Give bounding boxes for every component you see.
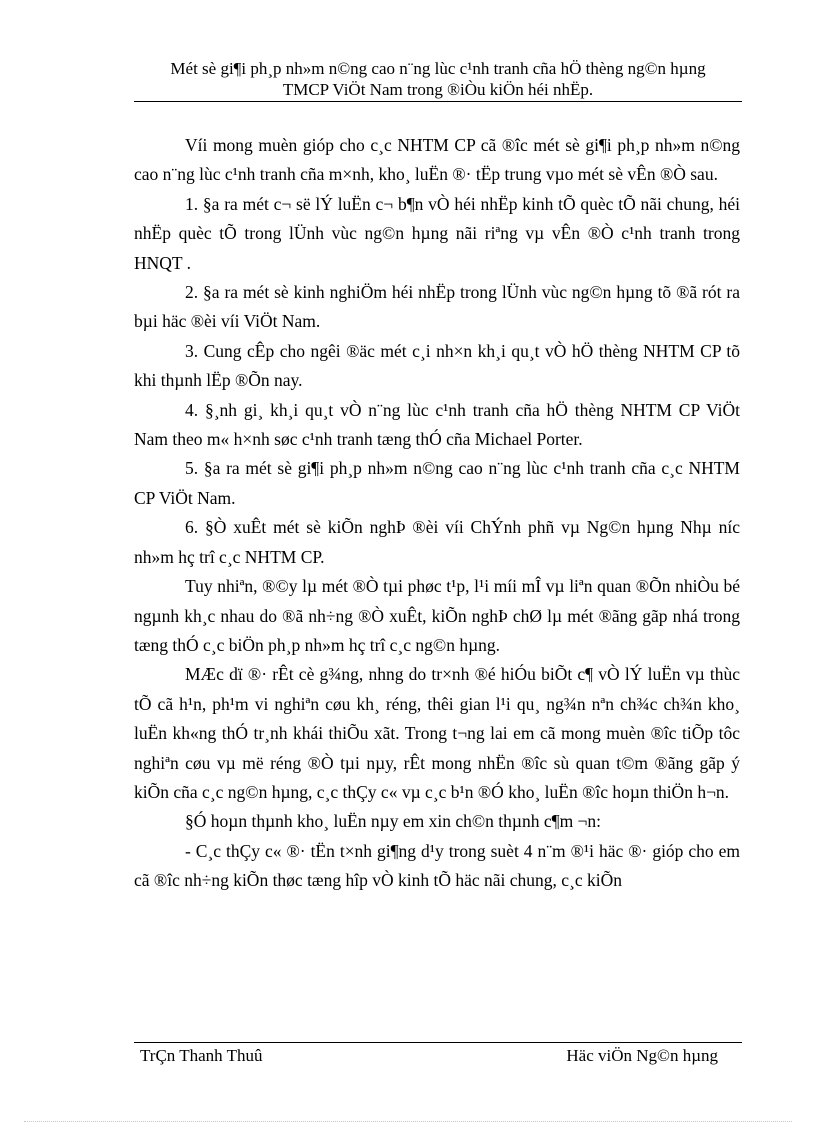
paragraph-item-5: 5. §a ra mét sè gi¶i ph¸p nh»m n©ng cao n¨ng lùc c¹nh tranh cña c¸c NHTM CP ViÖt Nam. <box>134 458 740 508</box>
footer-institution: Häc viÖn Ng©n hµng <box>566 1046 718 1065</box>
paragraph-item-6: 6. §Ò xuÊt mét sè kiÕn nghÞ ®èi víi ChÝnh phñ vµ Ng©n hµng Nhµ níc nh»m hç trî c¸c NHTM CP. <box>134 517 740 567</box>
paragraph-thanks-item: - C¸c thÇy c« ®· tËn t×nh gi¶ng d¹y trong suèt 4 n¨m ®¹i häc ®· gióp cho em cã ®îc nh÷ng kiÕn thøc tæng hîp vÒ kinh tÕ häc nãi chung, c¸c kiÕn <box>134 840 740 891</box>
header-divider <box>134 101 742 102</box>
document-body <box>134 131 740 896</box>
page-bottom-edge <box>24 1121 792 1122</box>
paragraph-thanks-intro: §Ó hoµn thµnh kho¸ luËn nµy em xin ch©n thµnh c¶m ¬n: <box>185 811 602 832</box>
paragraph-limitations: Tuy nhiªn, ®©y lµ mét ®Ò tµi phøc t¹p, l¹i míi mÎ vµ liªn quan ®Õn nhiÒu bé ngµnh kh¸c nhau do ®ã nh÷ng ®Ò xuÊt, kiÕn nghÞ chØ lµ mét ®ãng gãp nhá trong tæng thÓ c¸c biÖn ph¸p nh»m hç trî c¸c ng©n hµng. <box>134 576 740 655</box>
paragraph-item-4: 4. §¸nh gi¸ kh¸i qu¸t vÒ n¨ng lùc c¹nh tranh cña hÖ thèng NHTM CP ViÖt Nam theo m« h×nh søc c¹nh tranh tæng thÓ cña Michael Porter. <box>134 399 740 450</box>
running-header <box>134 58 742 100</box>
paragraph-apology: MÆc dï ®· rÊt cè g¾ng, nhng do tr×nh ®é hiÓu biÕt c¶ vÒ lÝ luËn vµ thùc tÕ cã h¹n, ph¹m vi nghiªn cøu kh¸ réng, thêi gian l¹i qu¸ ng¾n nªn ch¾c ch¾n kho¸ luËn kh«ng thÓ tr¸nh khái thiÕu xãt. Trong t¬ng lai em cã mong muèn ®îc tiÕp tôc nghiªn cøu vµ më réng ®Ò tµi nµy, rÊt mong nhËn ®îc sù quan t©m ®ãng gãp ý kiÕn cña c¸c ng©n hµng, c¸c thÇy c« vµ c¸c b¹n ®Ó kho¸ luËn ®îc hoµn thiÖn h¬n. <box>134 664 740 802</box>
footer-divider <box>134 1042 742 1043</box>
header-title-line-2: TMCP ViÖt Nam trong ®iÒu kiÖn héi nhËp. <box>282 80 594 99</box>
footer-author: TrÇn Thanh Thuû <box>140 1046 263 1065</box>
paragraph-intro: Víi mong muèn gióp cho c¸c NHTM CP cã ®îc mét sè gi¶i ph¸p nh»m n©ng cao n¨ng lùc c¹nh tranh cña m×nh, kho¸ luËn ®· tËp trung vµo mét sè vÊn ®Ò sau. <box>134 135 740 185</box>
paragraph-item-1: 1. §a ra mét c¬ së lÝ luËn c¬ b¶n vÒ héi nhËp kinh tÕ quèc tÕ nãi chung, héi nhËp quèc tÕ trong lÜnh vùc ng©n hµng nãi riªng vµ vÊn ®Ò c¹nh tranh trong HNQT . <box>134 193 740 273</box>
paragraph-item-3: 3. Cung cÊp cho ngêi ®äc mét c¸i nh×n kh¸i qu¸t vÒ hÖ thèng NHTM CP tõ khi thµnh lËp ®Õn nay. <box>134 340 740 391</box>
header-title-line-1: Mét sè gi¶i ph¸p nh»m n©ng cao n¨ng lùc c¹nh tranh cña hÖ thèng ng©n hµng <box>170 59 706 78</box>
paragraph-item-2: 2. §a ra mét sè kinh nghiÖm héi nhËp trong lÜnh vùc ng©n hµng tõ ®ã rót ra bµi häc ®èi víi ViÖt Nam. <box>134 282 740 332</box>
